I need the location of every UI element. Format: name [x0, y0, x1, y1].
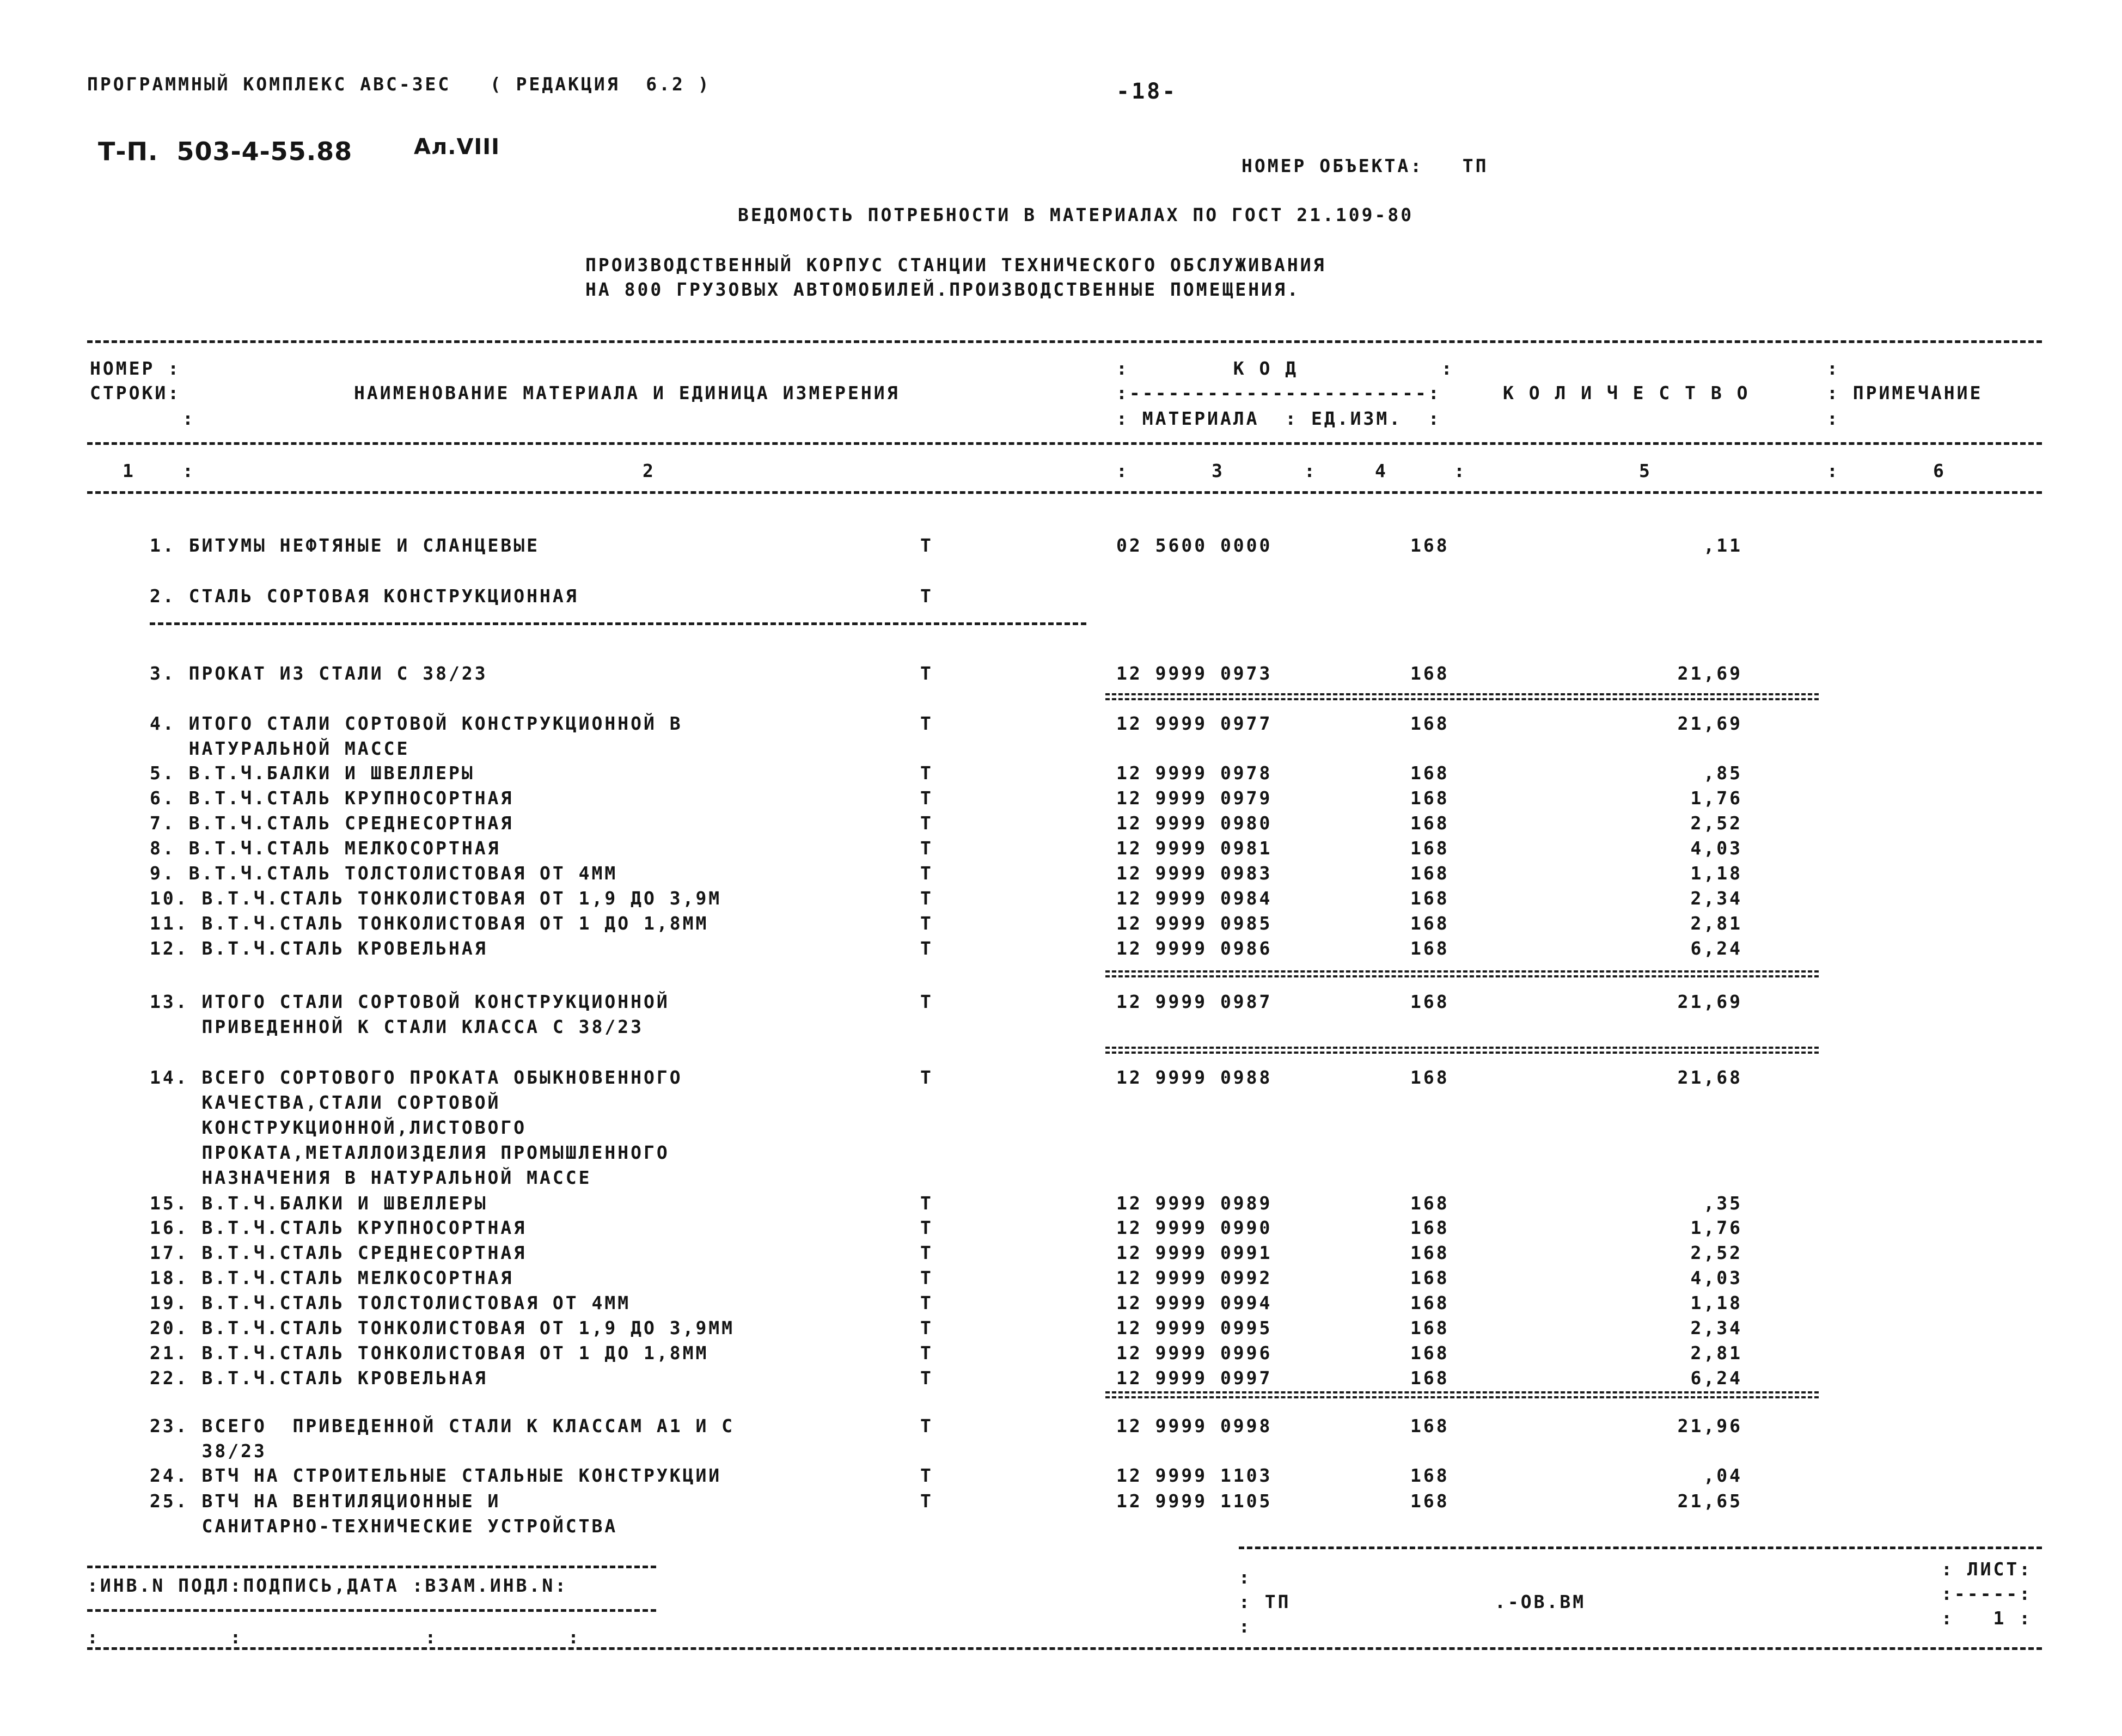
- material-code: 12 9999 1105: [1116, 1490, 1273, 1512]
- material-code: 12 9999 0997: [1116, 1367, 1273, 1389]
- material-unit: Т: [920, 1317, 933, 1338]
- material-name: 17. В.Т.Ч.СТАЛЬ СРЕДНЕСОРТНАЯ: [150, 1242, 527, 1263]
- unit-code: 168: [1410, 713, 1450, 734]
- material-code: 12 9999 0979: [1116, 787, 1273, 809]
- material-unit: Т: [920, 663, 933, 684]
- material-name: 7. В.Т.Ч.СТАЛЬ СРЕДНЕСОРТНАЯ: [150, 812, 514, 834]
- material-name: 14. ВСЕГО СОРТОВОГО ПРОКАТА ОБЫКНОВЕННОГО: [150, 1067, 683, 1088]
- header-row-number-2: СТРОКИ:: [90, 382, 181, 404]
- unit-code: 168: [1410, 1342, 1450, 1364]
- material-unit: Т: [920, 535, 933, 556]
- unit-code: 168: [1410, 863, 1450, 884]
- unit-code: 168: [1410, 1292, 1450, 1313]
- material-unit: Т: [920, 1292, 933, 1313]
- header-note-bar-1: :: [1827, 358, 1840, 379]
- stamp-document-code: .-ОВ.ВМ: [1495, 1591, 1586, 1612]
- quantity: 4,03: [1690, 838, 1742, 859]
- material-code: 12 9999 0992: [1116, 1267, 1273, 1288]
- quantity: 21,69: [1677, 713, 1742, 734]
- unit-code: 168: [1410, 838, 1450, 859]
- material-unit: Т: [920, 888, 933, 909]
- material-name: 38/23: [150, 1440, 267, 1462]
- quantity: 1,76: [1690, 787, 1742, 809]
- material-unit: Т: [920, 1217, 933, 1238]
- header-quantity: К О Л И Ч Е С Т В О: [1503, 382, 1750, 404]
- header-code-divider: :-----------------------:: [1116, 382, 1441, 404]
- material-name: 15. В.Т.Ч.БАЛКИ И ШВЕЛЛЕРЫ: [150, 1193, 488, 1214]
- material-name: 11. В.Т.Ч.СТАЛЬ ТОНКОЛИСТОВАЯ ОТ 1 ДО 1,8ММ: [150, 913, 709, 934]
- quantity: 21,69: [1677, 663, 1742, 684]
- material-name: 1. БИТУМЫ НЕФТЯНЫЕ И СЛАНЦЕВЫЕ: [150, 535, 540, 556]
- unit-code: 168: [1410, 888, 1450, 909]
- material-code: 12 9999 0978: [1116, 762, 1273, 784]
- material-code: 12 9999 0984: [1116, 888, 1273, 909]
- material-code: 12 9999 0983: [1116, 863, 1273, 884]
- header-row-number: НОМЕР :: [90, 358, 181, 379]
- col-separator: :: [1304, 460, 1317, 481]
- project-number: Т-П. 503-4-55.88: [98, 137, 353, 166]
- material-name: 3. ПРОКАТ ИЗ СТАЛИ С 38/23: [150, 663, 488, 684]
- header-row-number-3: :: [182, 408, 195, 429]
- unit-code: 168: [1410, 787, 1450, 809]
- col-separator: :: [1116, 460, 1129, 481]
- quantity: 21,96: [1677, 1415, 1742, 1437]
- quantity: 6,24: [1690, 938, 1742, 959]
- quantity: 1,18: [1690, 863, 1742, 884]
- header-code-sub: : МАТЕРИАЛА : ЕД.ИЗМ. :: [1116, 408, 1441, 429]
- quantity: 2,52: [1690, 1242, 1742, 1263]
- material-unit: Т: [920, 787, 933, 809]
- material-code: 12 9999 0981: [1116, 838, 1273, 859]
- quantity: 4,03: [1690, 1267, 1742, 1288]
- header-note-bar-3: :: [1827, 408, 1840, 429]
- total-rule: [1105, 1047, 1819, 1054]
- material-code: 12 9999 0989: [1116, 1193, 1273, 1214]
- unit-code: 168: [1410, 1465, 1450, 1486]
- unit-code: 168: [1410, 1267, 1450, 1288]
- col-separator: :: [1827, 460, 1840, 481]
- material-unit: Т: [920, 762, 933, 784]
- material-name: 12. В.Т.Ч.СТАЛЬ КРОВЕЛЬНАЯ: [150, 938, 488, 959]
- header-code: : К О Д :: [1116, 358, 1454, 379]
- quantity: ,04: [1703, 1465, 1742, 1486]
- material-unit: Т: [920, 1193, 933, 1214]
- quantity: 1,76: [1690, 1217, 1742, 1238]
- page-number: -18-: [1116, 79, 1178, 104]
- material-unit: Т: [920, 1342, 933, 1364]
- material-unit: Т: [920, 863, 933, 884]
- material-name: 8. В.Т.Ч.СТАЛЬ МЕЛКОСОРТНАЯ: [150, 838, 501, 859]
- stamp-right-bar: :: [1239, 1616, 1252, 1637]
- total-rule: [1105, 970, 1819, 977]
- unit-code: 168: [1410, 762, 1450, 784]
- quantity: 2,34: [1690, 888, 1742, 909]
- quantity: 21,69: [1677, 991, 1742, 1012]
- header-mid-rule: [87, 442, 2042, 445]
- material-code: 02 5600 0000: [1116, 535, 1273, 556]
- material-name: 13. ИТОГО СТАЛИ СОРТОВОЙ КОНСТРУКЦИОННОЙ: [150, 991, 670, 1012]
- material-name: 19. В.Т.Ч.СТАЛЬ ТОЛСТОЛИСТОВАЯ ОТ 4ММ: [150, 1292, 631, 1313]
- quantity: 21,65: [1677, 1490, 1742, 1512]
- stamp-left-labels: :ИНВ.N ПОДЛ:ПОДПИСЬ,ДАТА :ВЗАМ.ИНВ.N:: [87, 1575, 568, 1596]
- material-unit: Т: [920, 1067, 933, 1088]
- material-name: 6. В.Т.Ч.СТАЛЬ КРУПНОСОРТНАЯ: [150, 787, 514, 809]
- material-unit: Т: [920, 991, 933, 1012]
- stamp-bottom-rule: [87, 1647, 2042, 1650]
- unit-code: 168: [1410, 1367, 1450, 1389]
- program-title: ПРОГРАММНЫЙ КОМПЛЕКС АВС-3ЕС ( РЕДАКЦИЯ 6.2 ): [87, 74, 711, 95]
- object-number: НОМЕР ОБЪЕКТА: ТП: [1242, 155, 1489, 176]
- col-number-6: 6: [1933, 460, 1946, 481]
- header-material-name: НАИМЕНОВАНИЕ МАТЕРИАЛА И ЕДИНИЦА ИЗМЕРЕНИЯ: [354, 382, 900, 404]
- section-rule: [150, 622, 1086, 625]
- quantity: 2,81: [1690, 913, 1742, 934]
- unit-code: 168: [1410, 812, 1450, 834]
- col-separator: :: [182, 460, 195, 481]
- stamp-left-mid-rule: [87, 1609, 656, 1612]
- quantity: ,35: [1703, 1193, 1742, 1214]
- unit-code: 168: [1410, 1317, 1450, 1338]
- unit-code: 168: [1410, 1217, 1450, 1238]
- material-unit: Т: [920, 1415, 933, 1437]
- material-code: 12 9999 0977: [1116, 713, 1273, 734]
- material-name: 20. В.Т.Ч.СТАЛЬ ТОНКОЛИСТОВАЯ ОТ 1,9 ДО 3,9ММ: [150, 1317, 735, 1338]
- material-name: 25. ВТЧ НА ВЕНТИЛЯЦИОННЫЕ И: [150, 1490, 501, 1512]
- material-name: 4. ИТОГО СТАЛИ СОРТОВОЙ КОНСТРУКЦИОННОЙ В: [150, 713, 683, 734]
- material-name: НАЗНАЧЕНИЯ В НАТУРАЛЬНОЙ МАССЕ: [150, 1167, 592, 1188]
- material-code: 12 9999 1103: [1116, 1465, 1273, 1486]
- material-code: 12 9999 0980: [1116, 812, 1273, 834]
- material-name: 24. ВТЧ НА СТРОИТЕЛЬНЫЕ СТАЛЬНЫЕ КОНСТРУКЦИИ: [150, 1465, 722, 1486]
- material-name: 16. В.Т.Ч.СТАЛЬ КРУПНОСОРТНАЯ: [150, 1217, 527, 1238]
- quantity: 2,34: [1690, 1317, 1742, 1338]
- unit-code: 168: [1410, 938, 1450, 959]
- header-bottom-rule: [87, 491, 2042, 494]
- material-unit: Т: [920, 938, 933, 959]
- material-name: НАТУРАЛЬНОЙ МАССЕ: [150, 738, 410, 759]
- unit-code: 168: [1410, 1067, 1450, 1088]
- table-top-rule: [87, 340, 2042, 343]
- material-unit: Т: [920, 838, 933, 859]
- quantity: 2,52: [1690, 812, 1742, 834]
- album-number: Ал.VIII: [414, 135, 500, 160]
- material-name: 10. В.Т.Ч.СТАЛЬ ТОНКОЛИСТОВАЯ ОТ 1,9 ДО 3,9М: [150, 888, 722, 909]
- material-name: КОНСТРУКЦИОННОЙ,ЛИСТОВОГО: [150, 1117, 527, 1138]
- material-name: 21. В.Т.Ч.СТАЛЬ ТОНКОЛИСТОВАЯ ОТ 1 ДО 1,8ММ: [150, 1342, 709, 1364]
- material-name: 23. ВСЕГО ПРИВЕДЕННОЙ СТАЛИ К КЛАССАМ А1 И С: [150, 1415, 735, 1437]
- quantity: 2,81: [1690, 1342, 1742, 1364]
- material-code: 12 9999 0994: [1116, 1292, 1273, 1313]
- material-unit: Т: [920, 713, 933, 734]
- material-name: 5. В.Т.Ч.БАЛКИ И ШВЕЛЛЕРЫ: [150, 762, 475, 784]
- material-name: 18. В.Т.Ч.СТАЛЬ МЕЛКОСОРТНАЯ: [150, 1267, 514, 1288]
- unit-code: 168: [1410, 535, 1450, 556]
- material-unit: Т: [920, 913, 933, 934]
- unit-code: 168: [1410, 1490, 1450, 1512]
- quantity: ,85: [1703, 762, 1742, 784]
- col-number-2: 2: [643, 460, 656, 481]
- material-code: 12 9999 0991: [1116, 1242, 1273, 1263]
- material-code: 12 9999 0985: [1116, 913, 1273, 934]
- material-code: 12 9999 0988: [1116, 1067, 1273, 1088]
- material-code: 12 9999 0990: [1116, 1217, 1273, 1238]
- header-note: : ПРИМЕЧАНИЕ: [1827, 382, 1983, 404]
- unit-code: 168: [1410, 663, 1450, 684]
- material-unit: Т: [920, 1490, 933, 1512]
- material-unit: Т: [920, 812, 933, 834]
- material-name: КАЧЕСТВА,СТАЛИ СОРТОВОЙ: [150, 1092, 501, 1113]
- material-name: 22. В.Т.Ч.СТАЛЬ КРОВЕЛЬНАЯ: [150, 1367, 488, 1389]
- material-code: 12 9999 0987: [1116, 991, 1273, 1012]
- stamp-project-code: : ТП: [1239, 1591, 1291, 1612]
- material-code: 12 9999 0998: [1116, 1415, 1273, 1437]
- material-unit: Т: [920, 1367, 933, 1389]
- stamp-left-top-rule: [87, 1566, 656, 1568]
- material-unit: Т: [920, 585, 933, 607]
- stamp-sheet-number: : 1 :: [1941, 1607, 2033, 1629]
- material-code: 12 9999 0996: [1116, 1342, 1273, 1364]
- col-number-4: 4: [1375, 460, 1388, 481]
- quantity: 6,24: [1690, 1367, 1742, 1389]
- material-unit: Т: [920, 1242, 933, 1263]
- col-number-3: 3: [1212, 460, 1225, 481]
- material-name: 2. СТАЛЬ СОРТОВАЯ КОНСТРУКЦИОННАЯ: [150, 585, 579, 607]
- unit-code: 168: [1410, 1193, 1450, 1214]
- col-number-5: 5: [1639, 460, 1652, 481]
- unit-code: 168: [1410, 1242, 1450, 1263]
- quantity: 21,68: [1677, 1067, 1742, 1088]
- material-unit: Т: [920, 1465, 933, 1486]
- material-code: 12 9999 0995: [1116, 1317, 1273, 1338]
- unit-code: 168: [1410, 991, 1450, 1012]
- document-title: ВЕДОМОСТЬ ПОТРЕБНОСТИ В МАТЕРИАЛАХ ПО ГОСТ 21.109-80: [738, 204, 1414, 225]
- quantity: 1,18: [1690, 1292, 1742, 1313]
- material-name: ПРИВЕДЕННОЙ К СТАЛИ КЛАССА С 38/23: [150, 1016, 644, 1037]
- material-name: 9. В.Т.Ч.СТАЛЬ ТОЛСТОЛИСТОВАЯ ОТ 4ММ: [150, 863, 618, 884]
- material-unit: Т: [920, 1267, 933, 1288]
- document-subtitle-2: НА 800 ГРУЗОВЫХ АВТОМОБИЛЕЙ.ПРОИЗВОДСТВЕННЫЕ ПОМЕЩЕНИЯ.: [585, 279, 1300, 300]
- material-name: САНИТАРНО-ТЕХНИЧЕСКИЕ УСТРОЙСТВА: [150, 1515, 618, 1537]
- material-code: 12 9999 0986: [1116, 938, 1273, 959]
- total-rule: [1105, 693, 1819, 700]
- quantity: ,11: [1703, 535, 1742, 556]
- stamp-left-cells: : : : :: [87, 1627, 581, 1648]
- unit-code: 168: [1410, 913, 1450, 934]
- col-separator: :: [1454, 460, 1467, 481]
- document-subtitle-1: ПРОИЗВОДСТВЕННЫЙ КОРПУС СТАНЦИИ ТЕХНИЧЕСКОГО ОБСЛУЖИВАНИЯ: [585, 254, 1326, 276]
- col-number-1: 1: [123, 460, 136, 481]
- stamp-right-bar: :: [1239, 1567, 1252, 1588]
- total-rule: [1105, 1391, 1819, 1398]
- material-name: ПРОКАТА,МЕТАЛЛОИЗДЕЛИЯ ПРОМЫШЛЕННОГО: [150, 1142, 670, 1163]
- stamp-sheet-label: : ЛИСТ:: [1941, 1558, 2033, 1580]
- stamp-sheet-separator: :-----:: [1941, 1583, 2033, 1604]
- stamp-right-top-rule: [1239, 1546, 2042, 1549]
- unit-code: 168: [1410, 1415, 1450, 1437]
- material-code: 12 9999 0973: [1116, 663, 1273, 684]
